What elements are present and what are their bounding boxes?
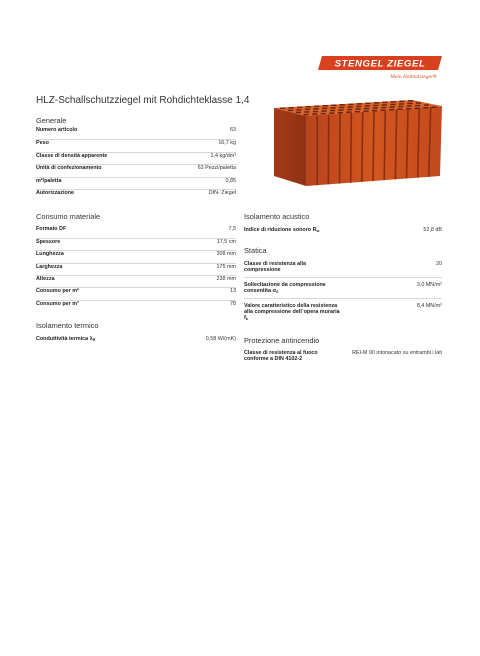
- table-row: [244, 261, 442, 278]
- statica-table: [244, 261, 442, 321]
- label-m2-paletta: m²/paletta: [36, 177, 166, 190]
- label-numero-articolo: Numero articolo: [36, 127, 166, 140]
- section-heading-consumo: Consumo materiale: [36, 212, 101, 221]
- brick-hole: [347, 109, 352, 111]
- brick-hole: [407, 105, 412, 107]
- label-peso: Peso: [36, 140, 166, 153]
- value-riduzione-sonoro: 52,8 dB: [423, 227, 442, 233]
- label-sollecitazione: Sollecitazione da compressione consentita $\sigma_0$: [244, 278, 344, 299]
- table-row: [36, 238, 236, 250]
- brick-hole: [382, 102, 387, 104]
- label-resistenza-fuoco: Classe di resistenza al fuoco conforme a DIN 4102-2: [244, 350, 318, 362]
- table-row: [36, 288, 236, 300]
- brick-hole: [322, 108, 327, 110]
- brick-hole: [373, 107, 378, 109]
- brick-groove: [340, 114, 341, 184]
- brick-hole: [416, 102, 421, 104]
- brick-hole: [390, 106, 395, 108]
- generale-table: [36, 127, 236, 203]
- section-heading-antincendio: Protezione antincendio: [244, 336, 320, 345]
- value-altezza: 238 mm: [173, 276, 236, 288]
- brick-hole: [357, 103, 362, 105]
- brick-hole: [400, 101, 405, 103]
- value-consumo-m2: 13: [173, 288, 236, 300]
- brick-hole: [356, 106, 361, 108]
- table-row: [244, 227, 442, 239]
- table-row: [36, 127, 236, 140]
- table-row: [244, 350, 442, 362]
- table-row: [36, 263, 236, 275]
- brick-hole: [280, 108, 285, 110]
- table-row: [36, 165, 236, 178]
- value-numero-articolo: 63: [166, 127, 236, 140]
- brick-hole: [329, 112, 334, 114]
- product-title: HLZ-Schallschutzziegel mit Rohdichteklasse 1,4: [36, 95, 250, 106]
- isolamento-acustico-table: [244, 227, 442, 239]
- brick-hole: [306, 106, 311, 108]
- brick-groove: [362, 112, 363, 182]
- brick-hole: [381, 107, 386, 109]
- label-consumo-m2: Consumo per m²: [36, 288, 173, 300]
- label-riduzione-sonoro: Indice di riduzione sonoro $R_w$: [244, 227, 320, 233]
- value-spessore: 17,5 cm: [173, 238, 236, 250]
- brick-hole: [288, 110, 293, 112]
- brick-hole: [304, 114, 309, 116]
- brick-hole: [314, 106, 319, 108]
- consumo-table: [36, 226, 236, 313]
- value-larghezza: 175 mm: [173, 263, 236, 275]
- table-row: [36, 300, 236, 312]
- stengel-ziegel-logo: [316, 52, 444, 82]
- table-row: [36, 190, 236, 203]
- brick-hole: [305, 109, 310, 111]
- table-row: [36, 251, 236, 263]
- brick-hole: [348, 106, 353, 108]
- label-consumo-m3: Consumo per m³: [36, 300, 79, 307]
- brick-hole: [323, 105, 328, 107]
- brick-hole: [321, 110, 326, 112]
- brick-hole: [355, 111, 360, 113]
- brick-hole: [373, 105, 378, 107]
- table-row: [36, 152, 236, 165]
- value-confezionamento: 63 Pezzi/paletta: [166, 165, 236, 178]
- brick-hole: [390, 104, 395, 106]
- brick-hole: [382, 104, 387, 106]
- value-conduttivita: 0,58 W/(mK): [205, 336, 236, 342]
- brick-hole: [408, 100, 413, 102]
- brick-hole: [364, 108, 369, 110]
- brick-hole: [313, 111, 318, 113]
- brick-hole: [346, 111, 351, 113]
- label-altezza: Altezza: [36, 276, 173, 288]
- label-classe-resistenza: Classe di resistenza alla compressione: [244, 261, 344, 278]
- brick-hole: [331, 105, 336, 107]
- brick-front-face: [274, 108, 306, 186]
- value-resistenza-fuoco: REI-M 90 intonacato su entrambi i lati: [352, 350, 442, 356]
- brick-hole: [330, 110, 335, 112]
- logo-tagline: Mein Heimatziegel®: [390, 75, 437, 80]
- brick-hole: [348, 104, 353, 106]
- antincendio-table: [244, 350, 442, 362]
- value-valore-caratteristico: 8,4 MN/m²: [416, 303, 442, 309]
- value-classe-resistenza: 20: [344, 261, 442, 278]
- brick-hole: [338, 109, 343, 111]
- brick-hole: [374, 102, 379, 104]
- brick-groove: [373, 111, 374, 181]
- table-row: [244, 299, 442, 322]
- brick-hole: [398, 106, 403, 108]
- brick-hole: [391, 101, 396, 103]
- label-lunghezza: Lunghezza: [36, 251, 173, 263]
- label-larghezza: Larghezza: [36, 263, 173, 275]
- table-row: [36, 177, 236, 190]
- brick-hole: [398, 108, 403, 110]
- label-confezionamento: Unità di confezionamento: [36, 165, 166, 178]
- value-lunghezza: 308 mm: [173, 251, 236, 263]
- brick-image: [270, 96, 446, 188]
- label-autorizzazione: Autorizzazione: [36, 190, 75, 197]
- label-formato-df: Formato DF: [36, 226, 173, 238]
- label-spessore: Spessore: [36, 238, 173, 250]
- section-heading-generale: Generale: [36, 116, 67, 125]
- brick-hole: [423, 107, 428, 109]
- brick-hole: [432, 107, 437, 109]
- brick-hole: [389, 109, 394, 111]
- value-densita: 1,4 kg/dm³: [166, 152, 236, 165]
- section-heading-isolamento-acustico: Isolamento acustico: [244, 212, 310, 221]
- brick-hole: [365, 105, 370, 107]
- brick-groove: [384, 110, 385, 180]
- logo-brand-name: STENGEL ZIEGEL: [334, 58, 426, 70]
- table-row: [36, 226, 236, 238]
- isolamento-termico-table: [36, 336, 236, 348]
- brick-hole: [296, 109, 301, 111]
- brick-hole: [407, 103, 412, 105]
- brick-hole: [289, 107, 294, 109]
- brick-hole: [331, 107, 336, 109]
- value-sollecitazione: 3,0 MN/m²: [344, 278, 442, 299]
- label-densita: Classe di densità apparente: [36, 152, 166, 165]
- table-row: [244, 278, 442, 299]
- section-heading-isolamento-termico: Isolamento termico: [36, 321, 99, 330]
- brick-hole: [424, 104, 429, 106]
- brick-hole: [340, 104, 345, 106]
- section-heading-statica: Statica: [244, 246, 267, 255]
- table-row: [36, 276, 236, 288]
- value-consumo-m3: 78: [230, 300, 236, 307]
- brick-hole: [415, 105, 420, 107]
- table-row: [36, 140, 236, 153]
- value-peso: 16,7 kg: [166, 140, 236, 153]
- brick-hole: [365, 103, 370, 105]
- brick-hole: [314, 108, 319, 110]
- brick-hole: [356, 108, 361, 110]
- brick-hole: [321, 113, 326, 115]
- table-row: [36, 336, 236, 348]
- brick-hole: [297, 107, 302, 109]
- label-valore-caratteristico: Valore caratteristico della resistenza alla compressione dell´opera muraria $f_k$: [244, 303, 340, 321]
- brick-hole: [338, 112, 343, 114]
- brick-hole: [339, 107, 344, 109]
- value-autorizzazione: DIN- Ziegel: [208, 190, 236, 197]
- value-formato-df: 7,5: [173, 226, 236, 238]
- brick-hole: [312, 113, 317, 115]
- brick-hole: [304, 111, 309, 113]
- brick-hole: [399, 103, 404, 105]
- value-m2-paletta: 0,85: [166, 177, 236, 190]
- brick-hole: [296, 112, 301, 114]
- label-conduttivita: Conduttività termica $\lambda_R$: [36, 336, 96, 342]
- brick-groove: [351, 113, 352, 183]
- brick-hole: [363, 110, 368, 112]
